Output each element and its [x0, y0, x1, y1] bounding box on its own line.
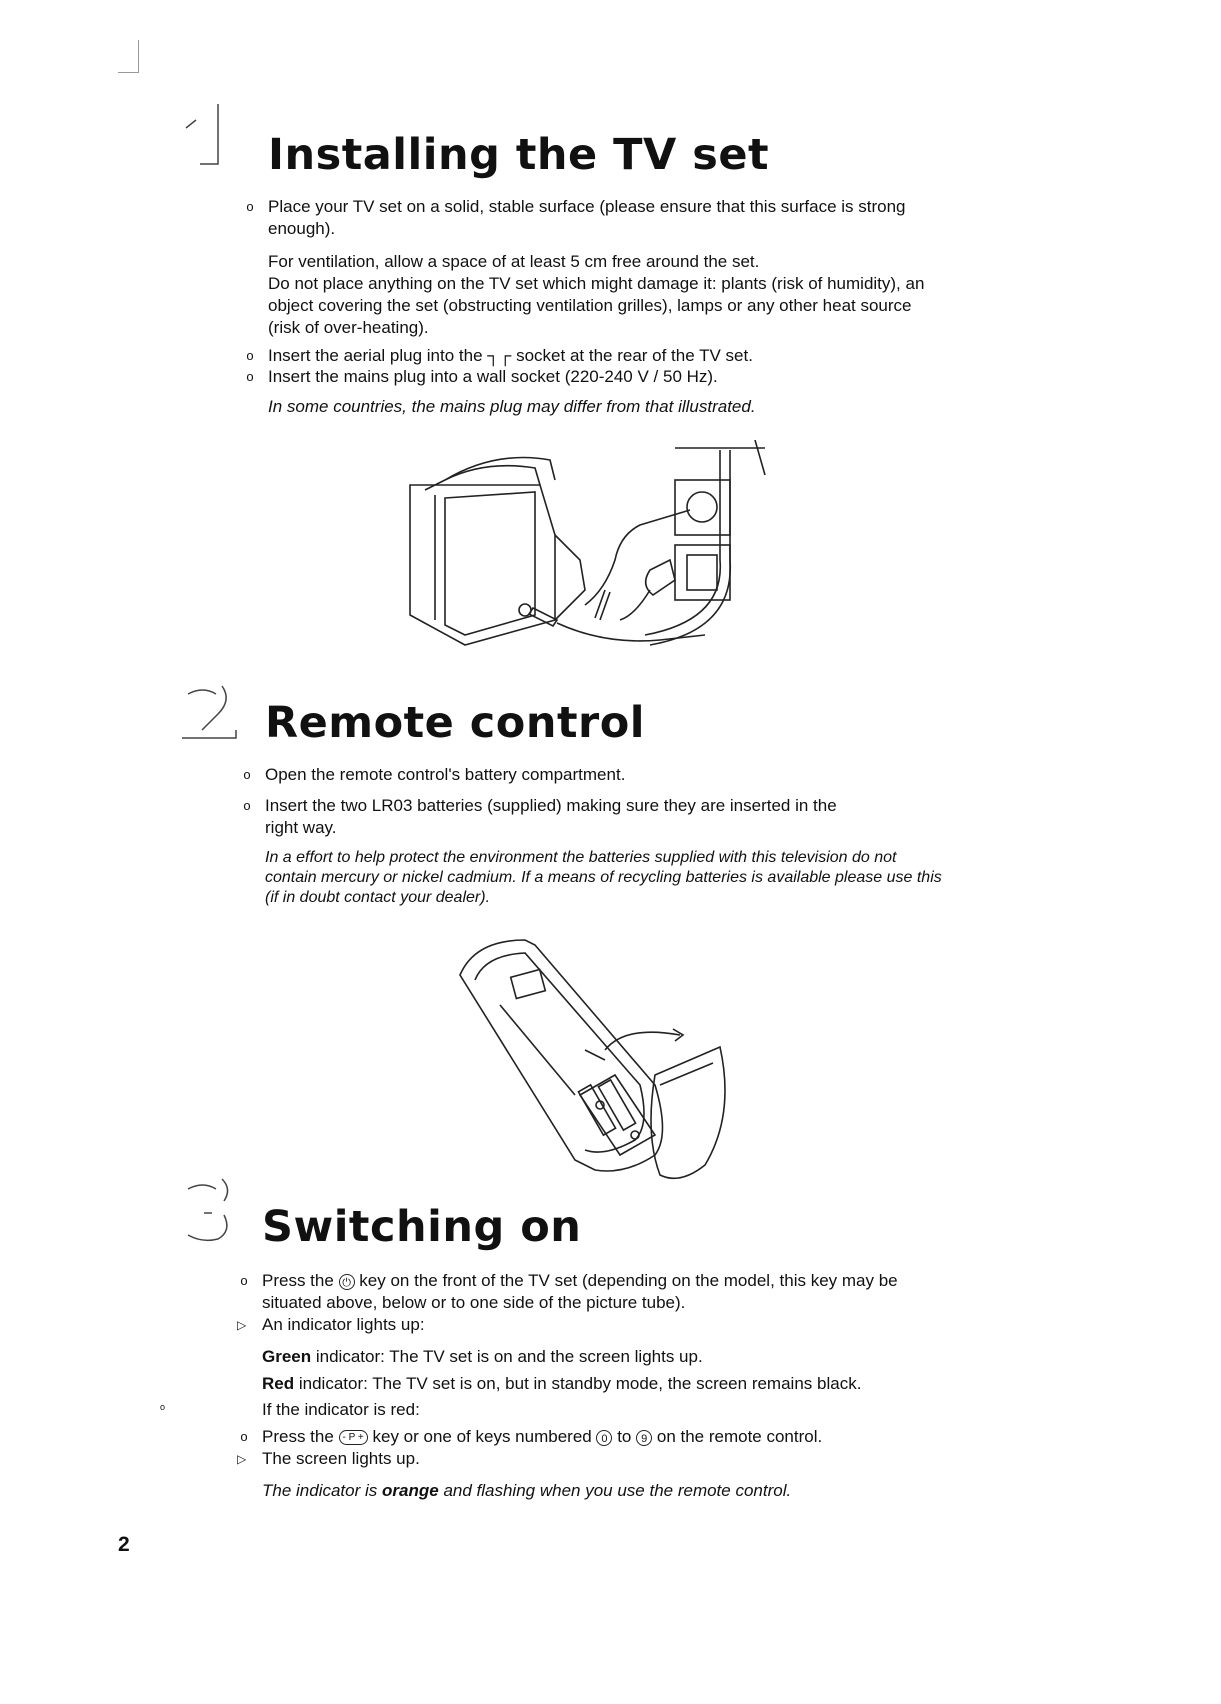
paragraph: If the indicator is red: — [262, 1400, 420, 1419]
red-indicator-paragraph — [262, 1373, 962, 1395]
section-title: Installing the TV set — [268, 130, 770, 180]
note: In a effort to help protect the environment the batteries supplied with this television do not contain mercury or nickel cadmium. If a means of recycling batteries is available please use this (if in doubt contact your dealer). — [265, 849, 942, 906]
press-text-before: Press the — [262, 1271, 334, 1290]
result-arrow-icon: ▷ — [237, 1452, 247, 1466]
program-key-icon: - P + — [339, 1430, 368, 1445]
section-number-2-graphic — [178, 680, 248, 750]
paragraph: The screen lights up. — [262, 1449, 420, 1468]
tv-installation-illustration — [405, 440, 825, 660]
key-0-icon: 0 — [596, 1430, 612, 1446]
press-channel-paragraph — [262, 1426, 962, 1448]
aerial-text-after: socket at the rear of the TV set. — [516, 346, 753, 365]
note-text-before: The indicator is — [262, 1481, 378, 1500]
red-label: Red — [262, 1374, 295, 1393]
bullet-icon: o — [246, 369, 254, 384]
press-text-after: key on the front of the TV set (depending on the model, this key may be situated above, below or to one side of the picture tube). — [262, 1271, 898, 1312]
red-text: indicator: The TV set is on, but in standby mode, the screen remains black. — [298, 1374, 862, 1393]
bullet-icon: o — [246, 348, 254, 363]
page-number: 2 — [118, 1533, 130, 1556]
section-title: Switching on — [262, 1202, 582, 1252]
bullet-icon: o — [240, 1273, 248, 1288]
bullet-icon: o — [243, 767, 251, 782]
green-label: Green — [262, 1347, 312, 1366]
green-text: indicator: The TV set is on and the screen lights up. — [315, 1347, 703, 1366]
press2-text-before: Press the — [262, 1427, 334, 1446]
remote-battery-illustration — [455, 935, 735, 1185]
section-number-1-graphic — [178, 100, 228, 170]
paragraph: Open the remote control's battery compartment. — [265, 765, 626, 784]
paragraph: Insert the two LR03 batteries (supplied) making sure they are inserted in the right way. — [265, 796, 837, 837]
note-text-after: and flashing when you use the remote control. — [443, 1481, 792, 1500]
bullet-icon: o — [240, 1429, 248, 1444]
section-number-1 — [178, 100, 228, 175]
press2-text-after: on the remote control. — [656, 1427, 823, 1446]
result-arrow-icon: ▷ — [237, 1318, 247, 1332]
aerial-paragraph — [268, 345, 928, 367]
note-bold: orange — [382, 1481, 439, 1500]
paragraph: Place your TV set on a solid, stable surface (please ensure that this surface is strong enough). — [268, 197, 906, 238]
green-indicator-paragraph — [262, 1346, 942, 1368]
paragraph: Insert the mains plug into a wall socket (220-240 V / 50 Hz). — [268, 367, 718, 386]
note — [262, 1480, 962, 1502]
section-number-2 — [178, 680, 248, 755]
aerial-socket-icon: ┐┌ — [487, 346, 512, 365]
bullet-icon: o — [246, 199, 254, 214]
bullet-icon: o — [243, 798, 251, 813]
key-9-icon: 9 — [636, 1430, 652, 1446]
section-number-3 — [178, 1175, 248, 1260]
stray-mark: o — [160, 1402, 166, 1412]
paragraph: An indicator lights up: — [262, 1315, 425, 1334]
paragraph: Do not place anything on the TV set which might damage it: plants (risk of humidity), an object covering the set (obstructing ventilation grilles), lamps or any other heat source (risk of over-heating). — [268, 274, 925, 337]
press2-text-mid: key or one of keys numbered — [372, 1427, 592, 1446]
press-power-paragraph — [262, 1270, 922, 1314]
power-key-icon: ⏻ — [339, 1274, 355, 1290]
section-title: Remote control — [265, 698, 645, 748]
press2-text-to: to — [617, 1427, 632, 1446]
note: In some countries, the mains plug may differ from that illustrated. — [268, 397, 756, 416]
aerial-text-before: Insert the aerial plug into the — [268, 346, 483, 365]
section-number-3-graphic — [178, 1175, 248, 1255]
crop-mark — [118, 40, 139, 73]
paragraph: For ventilation, allow a space of at least 5 cm free around the set. — [268, 252, 760, 271]
